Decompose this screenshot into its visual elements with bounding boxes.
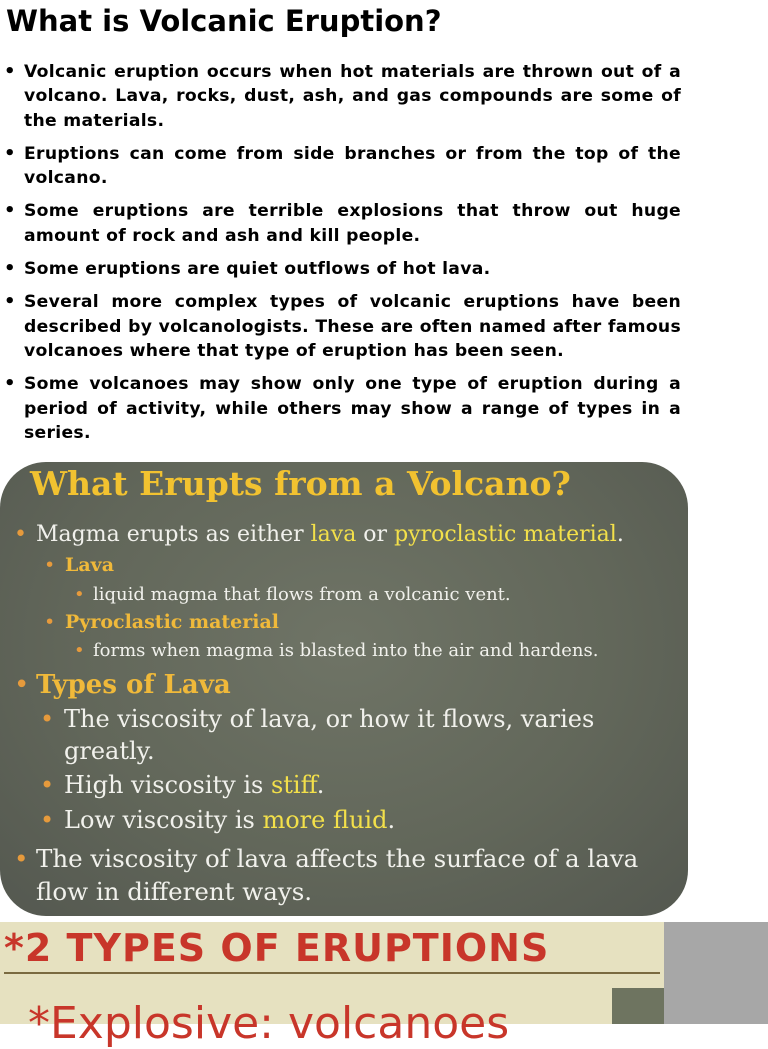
bullet-item: • Some volcanoes may show only one type of eruption during a period of activity, while others may show a range of types in a series. (4, 372, 681, 445)
period-text: . (387, 806, 396, 834)
high-viscosity-line (40, 771, 324, 799)
slide-two-types (0, 922, 768, 1049)
bullet-item: • Several more complex types of volcanic eruptions have been described by volcanologists. These are often named after famous volcanoes where that type of eruption has been seen. (4, 290, 681, 363)
stiff-highlight: stiff (270, 771, 317, 799)
bullet-list (4, 60, 681, 454)
pyro-definition-text: forms when magma is blasted into the air and hardens. (93, 640, 599, 661)
bullet-icon: • (40, 705, 55, 733)
types-heading-text: Types of Lava (36, 670, 231, 700)
bullet-icon: • (74, 640, 85, 661)
more-fluid-highlight: more fluid (262, 806, 388, 834)
bullet-item: • Volcanic eruption occurs when hot materials are thrown out of a volcano. Lava, rocks, dust, ash, and gas compounds are some of the materials. (4, 60, 681, 133)
magma-text: Magma erupts as either (36, 522, 311, 547)
lava-definition (74, 584, 511, 605)
bullet-item: • Some eruptions are terrible explosions that throw out huge amount of rock and ash and kill people. (4, 199, 681, 248)
low-viscosity-text: Low viscosity is (64, 806, 263, 834)
slide-title: What Erupts from a Volcano? (30, 464, 571, 503)
lava-heading (44, 554, 114, 576)
bullet-icon: • (14, 522, 27, 547)
or-text: or (356, 522, 395, 547)
pyro-definition (74, 640, 598, 661)
viscosity-varies-line (40, 705, 594, 733)
pyro-heading-text: Pyroclastic material (65, 611, 280, 633)
bullet-item: • Eruptions can come from side branches or from the top of the volcano. (4, 142, 681, 191)
viscosity-text-cont: greatly. (64, 737, 155, 765)
pyro-heading (44, 611, 279, 633)
high-viscosity-text: High viscosity is (64, 771, 271, 799)
affects-surface-line (14, 844, 638, 873)
affects-surface-line-cont (36, 877, 312, 906)
bullet-icon: • (44, 554, 56, 576)
types-of-lava-heading (14, 670, 231, 700)
affects-text: The viscosity of lava affects the surface of a lava (36, 844, 639, 873)
pyro-highlight: pyroclastic material (394, 522, 617, 547)
lava-heading-text: Lava (65, 554, 115, 576)
bullet-icon: • (74, 584, 85, 605)
period-text: . (316, 771, 325, 799)
bullet-icon: • (44, 611, 56, 633)
period-text: . (616, 522, 624, 547)
title-underline (4, 972, 660, 974)
eruption-text-section (0, 0, 768, 462)
bullet-icon: • (40, 771, 55, 799)
affects-text-cont: flow in different ways. (36, 877, 313, 906)
viscosity-text: The viscosity of lava, or how it flows, varies (64, 705, 595, 733)
lava-highlight: lava (310, 522, 357, 547)
magma-line (14, 522, 624, 547)
viscosity-varies-line-cont (64, 737, 155, 765)
bullet-item: • Some eruptions are quiet outflows of hot lava. (4, 257, 681, 281)
slide-what-erupts (0, 462, 688, 916)
slide3-title: *2 TYPES OF ERUPTIONS (4, 926, 550, 970)
bullet-icon: • (40, 806, 55, 834)
slide-content (0, 462, 688, 916)
slide3-photo (612, 988, 664, 1024)
page-title: What is Volcanic Eruption? (6, 4, 442, 38)
lava-definition-text: liquid magma that flows from a volcanic vent. (93, 584, 511, 605)
bullet-icon: • (14, 670, 30, 700)
bullet-icon: • (14, 844, 29, 873)
slide3-subtitle: *Explosive: volcanoes (28, 998, 510, 1049)
low-viscosity-line (40, 806, 395, 834)
